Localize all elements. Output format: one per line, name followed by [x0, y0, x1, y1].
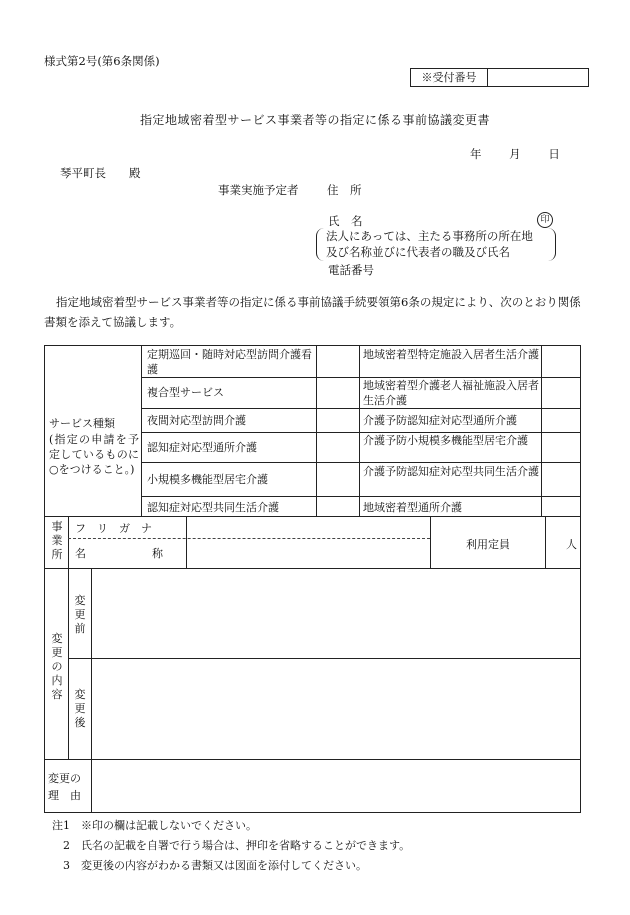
form-number: 様式第2号(第6条関係): [44, 54, 160, 68]
date-day: 日: [548, 147, 560, 161]
date-line: [470, 146, 560, 162]
service-left-4: 認知症対応型通所介護: [147, 441, 257, 454]
receipt-number-box: [410, 68, 589, 87]
note-3: 3 変更後の内容がわかる書類又は図面を添付してください。: [52, 859, 367, 872]
phone-label: 電話番号: [328, 263, 374, 277]
checkbox-right-5[interactable]: [542, 463, 580, 495]
service-type-label: サービス種類: [49, 417, 115, 430]
service-left-3: 夜間対応型訪問介護: [147, 414, 246, 427]
capacity-unit: 人: [566, 538, 577, 551]
checkbox-left-4[interactable]: [317, 433, 358, 461]
applicant-heading: 事業実施予定者: [218, 183, 299, 197]
service-right-2: 地域密着型介護老人福祉施設入居者生活介護: [363, 379, 539, 407]
service-left-6: 認知症対応型共同生活介護: [147, 501, 279, 514]
service-right-4: 介護予防小規模多機能型居宅介護: [363, 434, 528, 447]
furigana-field[interactable]: [187, 517, 429, 537]
service-right-1: 地域密着型特定施設入居者生活介護: [363, 348, 539, 361]
receipt-number-field[interactable]: [488, 69, 588, 86]
service-left-2: 複合型サービス: [147, 386, 224, 399]
addressee: 琴平町長 殿: [60, 166, 141, 180]
checkbox-left-2[interactable]: [317, 378, 358, 407]
capacity-label: 利用定員: [466, 538, 510, 551]
name-label: 氏 名: [328, 214, 363, 228]
before-label: 変更前: [74, 594, 86, 635]
after-content-field[interactable]: [92, 659, 579, 758]
checkbox-right-6[interactable]: [542, 497, 580, 515]
date-year: 年: [470, 147, 482, 161]
service-right-5: 介護予防認知症対応型共同生活介護: [363, 465, 539, 478]
checkbox-left-6[interactable]: [317, 497, 358, 515]
date-month: 月: [509, 147, 521, 161]
body-paragraph: 指定地域密着型サービス事業者等の指定に係る事前協議手続要領第6条の規定により、次のとおり関係書類を添えて協議します。: [44, 295, 581, 329]
change-content-label: 変更の内容: [51, 632, 63, 701]
checkbox-right-2[interactable]: [542, 378, 580, 407]
application-table: [44, 345, 581, 813]
service-right-3: 介護予防認知症対応型通所介護: [363, 414, 517, 427]
reason-field[interactable]: [92, 760, 579, 811]
checkbox-right-1[interactable]: [542, 347, 580, 376]
service-left-5: 小規模多機能型居宅介護: [147, 473, 268, 486]
checkbox-right-3[interactable]: [542, 409, 580, 431]
reason-label-2: 理 由: [48, 789, 81, 802]
checkbox-right-4[interactable]: [542, 433, 580, 461]
office-name-label: 名 称: [75, 547, 163, 560]
service-type-note: (指定の申請を予定しているものに○をつけること。): [49, 433, 139, 476]
notes: [52, 816, 410, 876]
checkbox-left-5[interactable]: [317, 463, 358, 495]
seal-mark: 印: [537, 212, 553, 228]
reason-label-1: 変更の: [48, 772, 81, 785]
receipt-number-label: ※受付番号: [411, 69, 488, 86]
note-1: 注1 ※印の欄は記載しないでください。: [52, 819, 257, 832]
checkbox-left-3[interactable]: [317, 409, 358, 431]
address-label: 住 所: [327, 183, 362, 197]
office-name-field[interactable]: [187, 540, 429, 567]
office-label: 事業所: [51, 520, 63, 561]
capacity-field[interactable]: [546, 517, 566, 567]
furigana-label: フ リ ガ ナ: [75, 522, 152, 535]
service-left-1: 定期巡回・随時対応型訪問介護看護: [147, 348, 312, 376]
corporate-note-2: 及び名称並びに代表者の職及び氏名: [326, 245, 510, 259]
note-2: 2 氏名の記載を自署で行う場合は、押印を省略することができます。: [52, 839, 411, 852]
after-label: 変更後: [74, 688, 86, 729]
service-right-6: 地域密着型通所介護: [363, 501, 462, 514]
checkbox-left-1[interactable]: [317, 347, 358, 376]
before-content-field[interactable]: [92, 569, 579, 657]
document-title: 指定地域密着型サービス事業者等の指定に係る事前協議変更書: [139, 113, 490, 127]
corporate-note-1: 法人にあっては、主たる事務所の所在地: [326, 229, 533, 243]
